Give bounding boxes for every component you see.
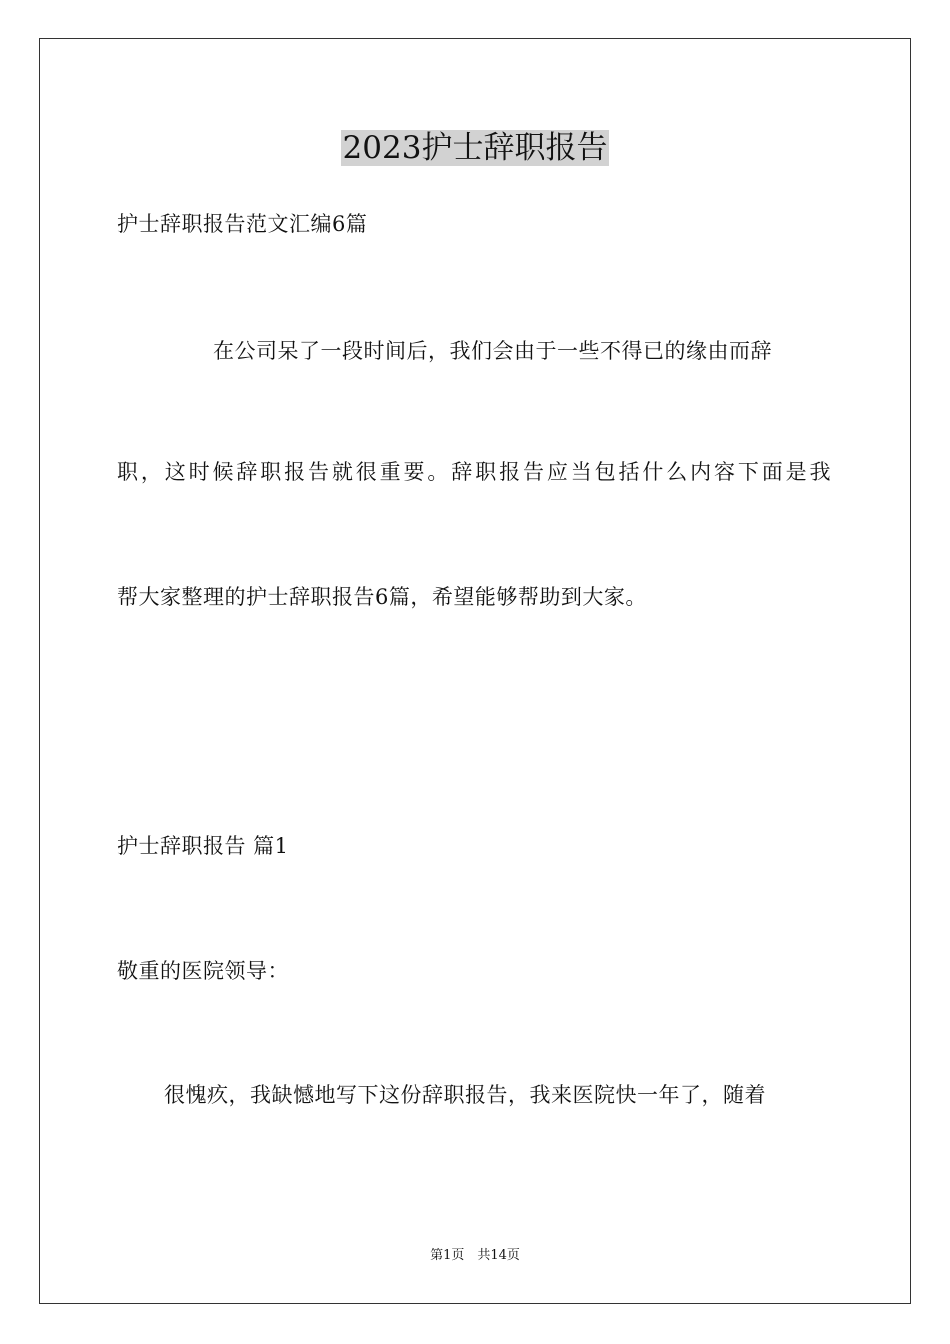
intro-line-3: 帮大家整理的护士辞职报告6篇，希望能够帮助到大家。 — [117, 585, 647, 609]
body-line-1: 很愧疚，我缺憾地写下这份辞职报告，我来医院快一年了，随着 — [164, 1083, 766, 1107]
intro-line-1: 在公司呆了一段时间后，我们会由于一些不得已的缘由而辞 — [213, 339, 772, 363]
intro-line-2: 职，这时候辞职报告就很重要。辞职报告应当包括什么内容下面是我 — [117, 460, 831, 484]
document-title-text: 2023护士辞职报告 — [342, 130, 608, 166]
salutation: 敬重的医院领导： — [117, 959, 289, 983]
section-heading: 护士辞职报告 篇1 — [117, 834, 289, 858]
document-title — [0, 128, 950, 168]
page-footer: 第1页 共14页 — [430, 1248, 520, 1263]
document-subtitle: 护士辞职报告范文汇编6篇 — [117, 212, 368, 236]
